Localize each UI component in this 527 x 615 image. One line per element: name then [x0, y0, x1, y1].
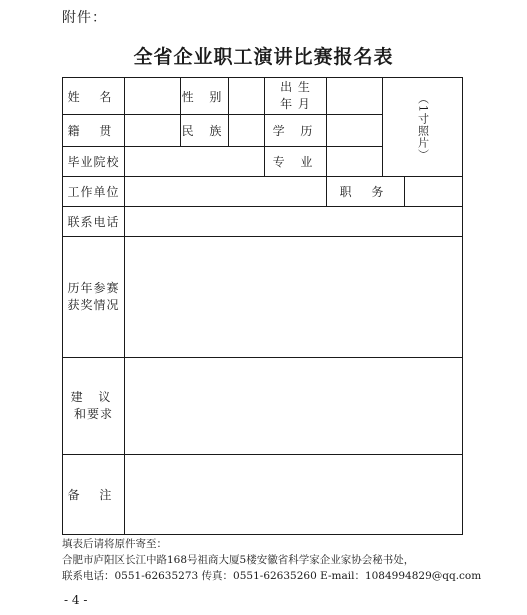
birth-date-label [265, 78, 327, 115]
gender-label: 性 别 [181, 78, 229, 115]
form-title: 全省企业职工演讲比赛报名表 [133, 46, 394, 68]
suggestions-field[interactable] [125, 358, 463, 455]
footer-contact: 联系电话：0551-62635273 传真：0551-62635260 E-mail：1084994829@qq.com [62, 570, 482, 582]
gender-field[interactable] [229, 78, 265, 115]
native-place-field[interactable] [125, 115, 181, 147]
birth-date-field[interactable] [327, 78, 383, 115]
remarks-field[interactable] [125, 455, 463, 535]
school-field[interactable] [125, 147, 265, 177]
education-field[interactable] [327, 115, 383, 147]
name-label: 姓 名 [63, 78, 125, 115]
name-field[interactable] [125, 78, 181, 115]
education-label: 学 历 [265, 115, 327, 147]
employer-label: 工作单位 [63, 177, 125, 207]
attachment-label: 附件： [62, 10, 107, 26]
suggestions-label [63, 358, 125, 455]
ethnicity-field[interactable] [229, 115, 265, 147]
footer-address: 合肥市庐阳区长江中路168号祖商大厦5楼安徽省科学家企业家协会秘书处， [62, 554, 415, 566]
remarks-label: 备 注 [63, 455, 125, 535]
awards-label [63, 237, 125, 358]
phone-label: 联系电话 [63, 207, 125, 237]
awards-label-line2: 获奖情况 [67, 298, 120, 312]
birth-label-line1: 出 生 [280, 80, 311, 94]
school-label: 毕业院校 [63, 147, 125, 177]
ethnicity-label: 民 族 [181, 115, 229, 147]
awards-field[interactable] [125, 237, 463, 358]
page-number: - 4 - [64, 593, 88, 607]
position-field[interactable] [405, 177, 463, 207]
birth-label-line2: 年 月 [280, 97, 311, 111]
photo-box[interactable] [383, 78, 463, 177]
suggest-label-line2: 和要求 [73, 407, 113, 421]
footer-instruction: 填表后请将原件寄至： [62, 538, 167, 550]
phone-field[interactable] [125, 207, 463, 237]
registration-form-table [62, 77, 463, 535]
suggest-label-line1: 建 议 [70, 390, 117, 404]
position-label: 职 务 [327, 177, 405, 207]
major-field[interactable] [327, 147, 383, 177]
major-label: 专 业 [265, 147, 327, 177]
photo-label: （1寸照片） [416, 93, 430, 161]
native-place-label: 籍 贯 [63, 115, 125, 147]
awards-label-line1: 历年参赛 [67, 281, 120, 295]
employer-field[interactable] [125, 177, 327, 207]
